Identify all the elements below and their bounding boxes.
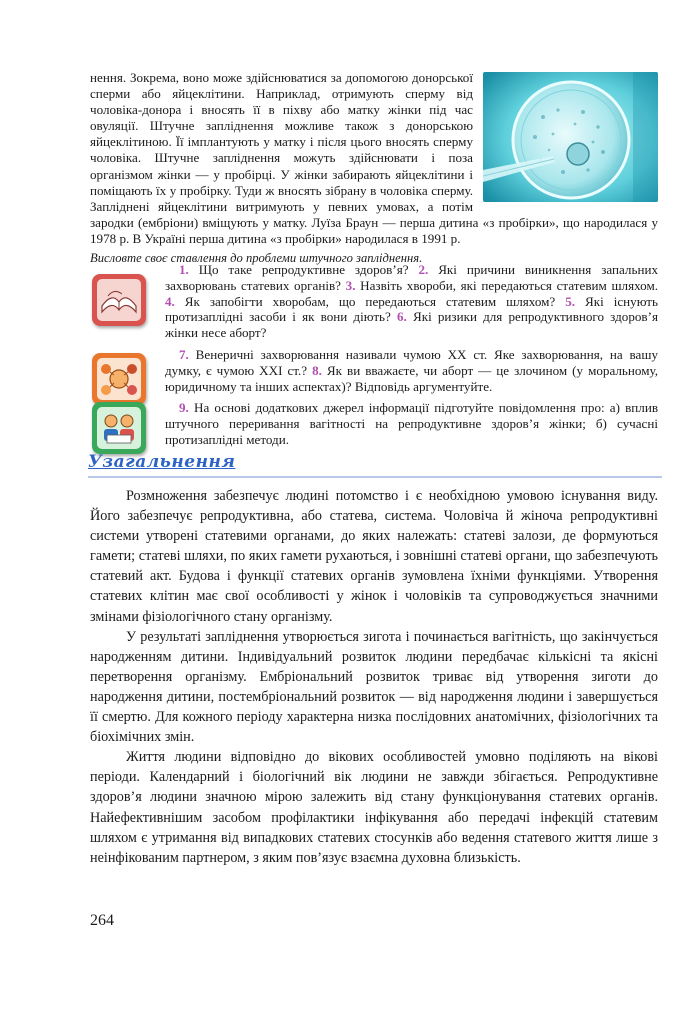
project-icon bbox=[92, 402, 146, 454]
question-number: 3. bbox=[345, 277, 356, 293]
question-number: 5. bbox=[565, 293, 576, 309]
question-text: Венеричні захворювання називали чумою XX ст. Яке захворювання, на вашу думку, є чумою XXI ст.? bbox=[165, 346, 658, 378]
ivf-microinjection-image bbox=[483, 72, 658, 202]
question-number: 2. bbox=[418, 262, 429, 277]
summary-section bbox=[90, 486, 658, 868]
question-number: 8. bbox=[312, 362, 322, 378]
question-number: 4. bbox=[165, 293, 175, 309]
question-number: 7. bbox=[179, 346, 189, 362]
page-number: 264 bbox=[90, 912, 114, 929]
question-number: 1. bbox=[179, 262, 189, 277]
intro-section bbox=[90, 70, 658, 266]
summary-heading bbox=[88, 452, 662, 478]
questions-text-3 bbox=[165, 400, 658, 447]
book-icon bbox=[92, 274, 146, 326]
question-text: Які існують протизаплідні засоби і як вони діють? bbox=[165, 293, 658, 325]
question-number: 9. bbox=[179, 400, 189, 416]
question-text: На основі додаткових джерел інформації підготуйте повідомлення про: а) вплив штучного переривання вагітності на репродуктивне здоров’я жінки; б) сучасні протизаплідні методи. bbox=[165, 400, 659, 447]
discussion-icon bbox=[92, 353, 146, 405]
summary-paragraph-3: Життя людини відповідно до вікових особливостей умовно поділяють на вікові періоди. Календарний і біологічний вік людини не завжди збігається. Репродуктивне здоров’я людини значною мірою залежить від стану функціонування статевих органів. Найефективнішим засобом профілактики інфікування або передачі інфекцій статевим шляхом є утримання від випадкових статевих стосунків або ведення статевого життя лише з неінфікованим партнером, з яким пов’язує взаємна духовна близькість. bbox=[90, 749, 658, 866]
questions-group-1 bbox=[90, 262, 658, 341]
question-text: Як ви вважаєте, чи аборт — це злочином (у моральному, юридичному та інших аспектах)? Відповідь аргументуйте. bbox=[165, 362, 658, 394]
questions-group-2 bbox=[90, 347, 658, 394]
question-text: Які причини виникнення запальних захворювань статевих органів? bbox=[165, 262, 659, 293]
questions-text-2 bbox=[165, 347, 658, 394]
question-text: Що таке репродуктивне здоров’я? bbox=[198, 262, 409, 277]
question-text: Які ризики для репродуктивного здоров’я жінки несе аборт? bbox=[165, 309, 658, 341]
discussion-prompt: Висловте своє ставлення до проблеми штучного запліднення. bbox=[90, 251, 423, 266]
questions-section bbox=[90, 262, 658, 454]
question-text: Назвіть хвороби, які передаються статевим шляхом. bbox=[360, 277, 659, 293]
question-number: 6. bbox=[396, 309, 407, 325]
questions-text-1 bbox=[165, 262, 658, 341]
intro-paragraph: нення. Зокрема, воно може здійснюватися за допомогою донорської сперми або яйцеклітини. Наприклад, отримують сперму від чоловіка-донора і вносять її в піхву або матку жінки під час овуляції. Штучне запліднення можливе також з донорською яйцеклітиною. Її імплантують у матку і після цього вносять сперму чоловіка. Штучне запліднення можуть здійснювати і поза організмом жінки — у пробірці. У жінки забирають яйцеклітини і поміщають їх у пробірку. Туди ж вносять зібрану в чоловіка сперму. Запліднені яйцеклітини витримують у певних умовах, а потім зародки (ембріони) вміщують у матку. Луїза Браун — перша дитина «з пробірки», що народилася у 1978 р. В Україні перша дитина «з пробірки» народилася в 1991 р. bbox=[90, 70, 658, 246]
summary-paragraph-1: Розмноження забезпечує людині потомство і є необхідною умовою існування виду. Його забезпечує репродуктивна, або статева, система. Чоловіча й жіноча репродуктивні системи утворені статевими органами, до яких належать: статеві залози, де формуються гамети; статеві шляхи, по яких гамети рухаються, і зовнішні статеві органи, що забезпечують статевий акт. Будова і функції статевих органів зумовлена їхніми функціями. Утворення статевих клітин має свої особливості у жінок і чоловіків та супроводжується значними змінами фізіологічного стану організму. bbox=[90, 488, 658, 625]
question-text: Як запобігти хворобам, що передаються статевим шляхом? bbox=[184, 293, 556, 309]
questions-group-3 bbox=[90, 400, 658, 447]
summary-paragraph-2: У результаті запліднення утворюється зигота і починається вагітність, що закінчується народженням дитини. Індивідуальний розвиток людини передбачає кількісні та якісні перетворення організму. Ембріональний розвиток триває від утворення зиготи до народження дитини, постембріональний розвиток — від народження людини і завершується її смертю. Для кожного періоду характерна низка послідовних анатомічних, фізіологічних та біохімічних змін. bbox=[90, 628, 658, 746]
summary-title: Узагальнення bbox=[88, 452, 236, 472]
